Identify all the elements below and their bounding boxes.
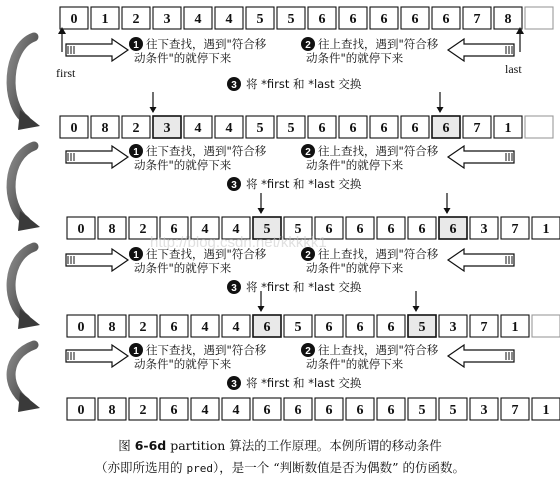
- cell-value: 1: [542, 222, 550, 237]
- cell-value: 6: [325, 403, 333, 418]
- position-pointer-head: [437, 107, 444, 113]
- cell-value: 4: [201, 403, 209, 418]
- step1-line1: 往下查找，遇到"符合移: [146, 343, 267, 357]
- scan-backward-arrow: [448, 146, 514, 168]
- figure-number: 6-6d: [134, 438, 167, 453]
- step-number: 1: [133, 250, 139, 261]
- step2-line1: 往上查找，遇到"符合移: [318, 343, 439, 357]
- step1-line2: 动条件"的就停下来: [134, 357, 232, 371]
- caption-line-2-a: （亦即所选用的: [95, 460, 187, 475]
- step1-line2: 动条件"的就停下来: [134, 158, 232, 172]
- cell-value: 7: [480, 320, 488, 335]
- first-label: first: [56, 66, 76, 80]
- cell-value: 3: [480, 222, 488, 237]
- position-pointer-head: [444, 208, 451, 214]
- step1-line1: 往下查找，遇到"符合移: [146, 144, 267, 158]
- step-number: 2: [305, 346, 311, 357]
- cell-value: 6: [442, 121, 450, 136]
- cell-value: 6: [349, 121, 357, 136]
- step-number: 2: [305, 250, 311, 261]
- step-number: 1: [133, 346, 139, 357]
- scan-forward-arrow: [66, 39, 128, 61]
- cell-value: 6: [325, 222, 333, 237]
- cell-value: 6: [411, 121, 419, 136]
- step2-line2: 动条件"的就停下来: [306, 51, 404, 65]
- cell-value: 5: [287, 121, 295, 136]
- cell-value: 5: [263, 222, 271, 237]
- cell-value: 4: [201, 320, 209, 335]
- cell-value: 7: [511, 403, 519, 418]
- cell-value: 6: [442, 12, 450, 27]
- arrow-outline: [66, 146, 128, 168]
- arrow-outline: [66, 345, 128, 367]
- cell-value: 1: [511, 320, 519, 335]
- arrow-outline: [448, 249, 514, 271]
- cell-value: 4: [225, 121, 233, 136]
- array-row-4: [67, 315, 560, 337]
- cell-value: 0: [77, 403, 85, 418]
- position-pointer-head: [258, 208, 265, 214]
- cell-value: 6: [325, 320, 333, 335]
- cell-value: 5: [294, 222, 302, 237]
- cell-value: 2: [132, 12, 140, 27]
- scan-backward-arrow: [448, 345, 514, 367]
- figure-caption-line-1: [0, 436, 560, 454]
- cell-value: 4: [232, 320, 240, 335]
- next-step-curved-arrow: [11, 345, 34, 402]
- next-step-curved-arrow: [11, 146, 34, 221]
- step-number: 3: [231, 180, 237, 191]
- curved-arrow-head: [18, 392, 40, 412]
- cell-value: 6: [387, 320, 395, 335]
- arrow-outline: [66, 249, 128, 271]
- caption-line-1-text: partition 算法的工作原理。本例所谓的移动条件: [166, 438, 442, 453]
- watermark: http://blog.csdn.net/kkkkk1: [150, 234, 327, 251]
- caption-prefix: 图: [118, 438, 135, 453]
- cell-value: 6: [170, 403, 178, 418]
- cell-value: 4: [201, 222, 209, 237]
- step3-text: 将 *first 和 *last 交换: [246, 177, 362, 191]
- next-step-curved-arrow: [11, 247, 34, 319]
- cell-value: 0: [77, 320, 85, 335]
- step1-line2: 动条件"的就停下来: [134, 51, 232, 65]
- end-cell: [532, 315, 560, 337]
- cell-value: 2: [132, 121, 140, 136]
- position-pointer-head: [150, 107, 157, 113]
- cell-value: 6: [449, 222, 457, 237]
- cell-value: 4: [225, 12, 233, 27]
- cell-value: 6: [318, 12, 326, 27]
- cell-value: 3: [449, 320, 457, 335]
- cell-value: 8: [108, 222, 116, 237]
- step2-line2: 动条件"的就停下来: [306, 261, 404, 275]
- cell-value: 3: [480, 403, 488, 418]
- step2-line1: 往上查找，遇到"符合移: [318, 247, 439, 261]
- cell-value: 7: [473, 121, 481, 136]
- cell-value: 6: [387, 403, 395, 418]
- scan-forward-arrow: [66, 249, 128, 271]
- step-number: 2: [305, 147, 311, 158]
- cell-value: 5: [294, 320, 302, 335]
- curved-arrow-head: [18, 211, 40, 231]
- step2-line1: 往上查找，遇到"符合移: [318, 37, 439, 51]
- cell-value: 6: [356, 320, 364, 335]
- step-number: 1: [133, 40, 139, 51]
- cell-value: 5: [256, 121, 264, 136]
- step3-text: 将 *first 和 *last 交换: [246, 280, 362, 294]
- cell-value: 1: [542, 403, 550, 418]
- scan-forward-arrow: [66, 345, 128, 367]
- arrow-outline: [448, 345, 514, 367]
- array-row-2: [60, 116, 553, 138]
- step1-line2: 动条件"的就停下来: [134, 261, 232, 275]
- curved-arrow-head: [18, 110, 40, 130]
- cell-value: 8: [108, 403, 116, 418]
- step-number: 3: [231, 283, 237, 294]
- last-label: last: [505, 62, 522, 76]
- cell-value: 6: [356, 403, 364, 418]
- cell-value: 8: [504, 12, 512, 27]
- step-number: 3: [231, 80, 237, 91]
- pointer-arrows: [56, 27, 524, 312]
- cell-value: 6: [263, 320, 271, 335]
- scan-backward-arrow: [448, 249, 514, 271]
- cell-value: 8: [101, 121, 109, 136]
- step2-line1: 往上查找，遇到"符合移: [318, 144, 439, 158]
- step1-line1: 往下查找，遇到"符合移: [146, 247, 267, 261]
- cell-value: 1: [504, 121, 512, 136]
- cell-value: 6: [263, 403, 271, 418]
- scan-backward-arrow: [448, 39, 514, 61]
- cell-value: 3: [163, 121, 171, 136]
- cell-value: 6: [387, 222, 395, 237]
- cell-value: 5: [449, 403, 457, 418]
- array-row-5: [67, 398, 560, 420]
- cell-value: 6: [170, 222, 178, 237]
- cell-value: 0: [77, 222, 85, 237]
- cell-value: 5: [418, 403, 426, 418]
- cell-value: 6: [318, 121, 326, 136]
- caption-code-pred: pred: [186, 462, 213, 475]
- arrow-outline: [66, 39, 128, 61]
- cell-value: 5: [256, 12, 264, 27]
- step3-text: 将 *first 和 *last 交换: [246, 376, 362, 390]
- cell-value: 2: [139, 222, 147, 237]
- scan-forward-arrow: [66, 146, 128, 168]
- cell-value: 6: [356, 222, 364, 237]
- cell-value: 8: [108, 320, 116, 335]
- cell-value: 6: [349, 12, 357, 27]
- next-step-curved-arrow: [11, 37, 34, 120]
- cell-value: 6: [411, 12, 419, 27]
- figure-caption-line-2: [0, 458, 560, 476]
- arrow-outline: [448, 146, 514, 168]
- end-cell: [525, 7, 553, 29]
- step3-text: 将 *first 和 *last 交换: [246, 77, 362, 91]
- arrow-outline: [448, 39, 514, 61]
- end-cell: [525, 116, 553, 138]
- caption-line-2-b: ），是一个 “判断数值是否为偶数” 的仿函数。: [213, 460, 465, 475]
- cell-value: 4: [194, 12, 202, 27]
- cell-value: 7: [473, 12, 481, 27]
- step1-line1: 往下查找，遇到"符合移: [146, 37, 267, 51]
- position-pointer-head: [413, 306, 420, 312]
- cell-value: 4: [232, 403, 240, 418]
- cell-value: 0: [70, 12, 78, 27]
- cell-value: 2: [139, 403, 147, 418]
- step-number: 3: [231, 379, 237, 390]
- step2-line2: 动条件"的就停下来: [306, 158, 404, 172]
- cell-value: 6: [294, 403, 302, 418]
- cell-value: 3: [163, 12, 171, 27]
- step-number: 1: [133, 147, 139, 158]
- cell-value: 5: [287, 12, 295, 27]
- cell-value: 6: [418, 222, 426, 237]
- cell-value: 6: [170, 320, 178, 335]
- cell-value: 4: [194, 121, 202, 136]
- cell-value: 4: [232, 222, 240, 237]
- cell-value: 6: [380, 12, 388, 27]
- cell-value: 2: [139, 320, 147, 335]
- cell-value: 5: [418, 320, 426, 335]
- step-number: 2: [305, 40, 311, 51]
- cell-value: 0: [70, 121, 78, 136]
- position-pointer-head: [258, 306, 265, 312]
- cell-value: 1: [101, 12, 109, 27]
- cell-value: 7: [511, 222, 519, 237]
- array-row-1: [60, 7, 553, 29]
- curved-arrow-head: [18, 309, 40, 329]
- cell-value: 6: [380, 121, 388, 136]
- step2-line2: 动条件"的就停下来: [306, 357, 404, 371]
